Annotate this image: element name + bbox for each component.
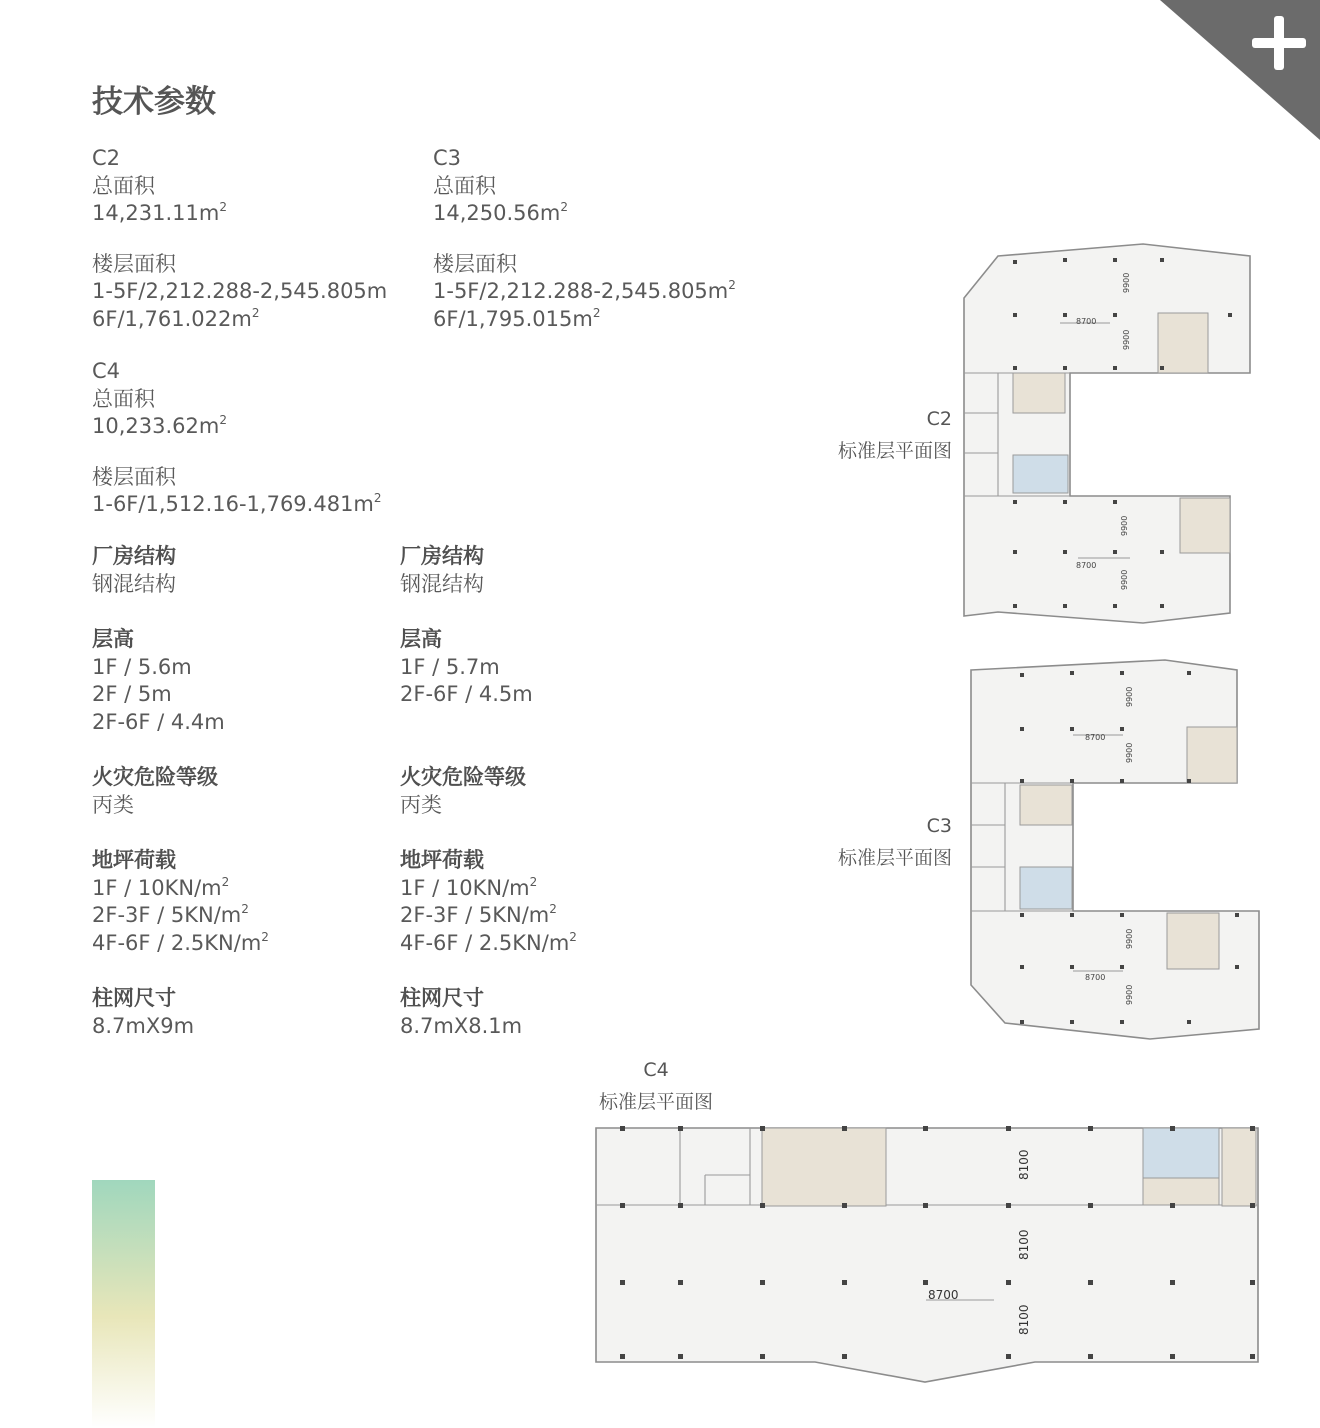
load-line: $2F-3F / 5KN/m^2$ [400, 902, 557, 927]
c3-total-label: 总面积 [433, 173, 496, 198]
height-label: 层高 [400, 627, 442, 651]
structure-label: 厂房结构 [400, 544, 484, 568]
c3-area-block [433, 145, 736, 333]
c4-dim-v1: 8100 [1017, 1149, 1031, 1180]
specs-right [400, 543, 577, 1040]
height-line: 2F-6F / 4.4m [92, 709, 225, 734]
load-label: 地坪荷载 [92, 848, 176, 872]
load-line: $1F / 10KN/m^2$ [92, 874, 230, 900]
load-label: 地坪荷载 [400, 848, 484, 872]
c3-floor-label: 楼层面积 [433, 251, 517, 276]
fire-value: 丙类 [400, 792, 442, 817]
c2-total-label: 总面积 [92, 173, 155, 198]
c3-floor-line2: $6F/1,795.015m^2$ [433, 305, 601, 331]
c4-name: C4 [92, 359, 121, 383]
c4-dim-v2: 8100 [1017, 1229, 1031, 1260]
c2-plan-caption [816, 403, 952, 467]
grid-label: 柱网尺寸 [400, 986, 484, 1010]
c2-plan-title: 标准层平面图 [837, 440, 952, 462]
c4-dim-v3: 8100 [1017, 1304, 1031, 1335]
c2-floor-plan [958, 238, 1258, 630]
c3-total-value: $14,250.56m^2$ [433, 200, 568, 225]
c3-floor-plan [965, 655, 1265, 1045]
c4-plan-name: C4 [643, 1059, 669, 1081]
c4-plan-title: 标准层平面图 [598, 1091, 713, 1113]
c2-dim-v3: 9900 [1120, 515, 1129, 536]
fire-label: 火灾危险等级 [400, 765, 526, 789]
c2-floor-label: 楼层面积 [92, 251, 176, 276]
c2-area-block [92, 145, 387, 333]
c3-dim-h-bottom: 8700 [1085, 973, 1106, 982]
fire-value: 丙类 [92, 792, 134, 817]
height-line: 1F / 5.7m [400, 654, 500, 679]
structure-value: 钢混结构 [400, 571, 484, 596]
c3-plan-caption [816, 810, 952, 874]
c4-floor-line1: $1-6F/1,512.16-1,769.481m^2$ [92, 491, 382, 516]
c3-name: C3 [433, 146, 462, 170]
c3-plan-name: C3 [926, 815, 952, 837]
c2-plan-name: C2 [926, 408, 952, 430]
c4-floor-plan [590, 1120, 1262, 1388]
grid-value: 8.7mX8.1m [400, 1013, 523, 1038]
c2-name: C2 [92, 146, 121, 170]
c2-dim-v4: 9900 [1120, 569, 1129, 590]
height-label: 层高 [92, 627, 134, 651]
c2-floor-line1: 1-5F/2,212.288-2,545.805m [92, 279, 388, 303]
load-line: $4F-6F / 2.5KN/m^2$ [400, 929, 577, 955]
c4-dim-h: 8700 [928, 1288, 959, 1302]
height-line: 1F / 5.6m [92, 654, 192, 679]
structure-label: 厂房结构 [92, 544, 176, 568]
c3-dim-h-top: 8700 [1085, 733, 1106, 742]
c3-dim-v4: 9900 [1125, 984, 1134, 1005]
c2-floor-line2: $6F/1,761.022m^2$ [92, 305, 260, 331]
grid-value: 8.7mX9m [92, 1013, 195, 1038]
c4-floor-label: 楼层面积 [92, 464, 176, 489]
c2-dim-v2: 9900 [1122, 329, 1131, 350]
gradient-bar [92, 1180, 155, 1428]
c3-dim-v2: 9900 [1125, 742, 1134, 763]
page-title: 技术参数 [92, 84, 216, 120]
c2-dim-v1: 9900 [1122, 272, 1131, 293]
corner-tab[interactable] [1160, 0, 1320, 140]
c2-dim-h-top: 8700 [1076, 317, 1097, 326]
c4-total-label: 总面积 [92, 386, 155, 411]
c2-dim-h-bottom: 8700 [1076, 561, 1097, 570]
fire-label: 火灾危险等级 [92, 765, 218, 789]
c3-dim-v3: 9900 [1125, 928, 1134, 949]
c3-floor-line1: $1-5F/2,212.288-2,545.805m^2$ [433, 278, 736, 303]
structure-value: 钢混结构 [92, 571, 176, 596]
c2-total-value: $14,231.11m^2$ [92, 200, 227, 225]
specs-left [92, 543, 269, 1040]
plus-icon[interactable] [1252, 16, 1306, 70]
load-line: $4F-6F / 2.5KN/m^2$ [92, 929, 269, 955]
c4-area-block [92, 358, 382, 519]
height-line: 2F / 5m [92, 682, 172, 706]
height-line: 2F-6F / 4.5m [400, 682, 533, 706]
c4-total-value: $10,233.62m^2$ [92, 413, 227, 438]
c4-plan-caption [588, 1054, 724, 1118]
load-line: $1F / 10KN/m^2$ [400, 874, 538, 900]
grid-label: 柱网尺寸 [92, 986, 176, 1010]
load-line: $2F-3F / 5KN/m^2$ [92, 902, 249, 927]
c3-dim-v1: 9900 [1125, 686, 1134, 707]
c3-plan-title: 标准层平面图 [837, 847, 952, 869]
